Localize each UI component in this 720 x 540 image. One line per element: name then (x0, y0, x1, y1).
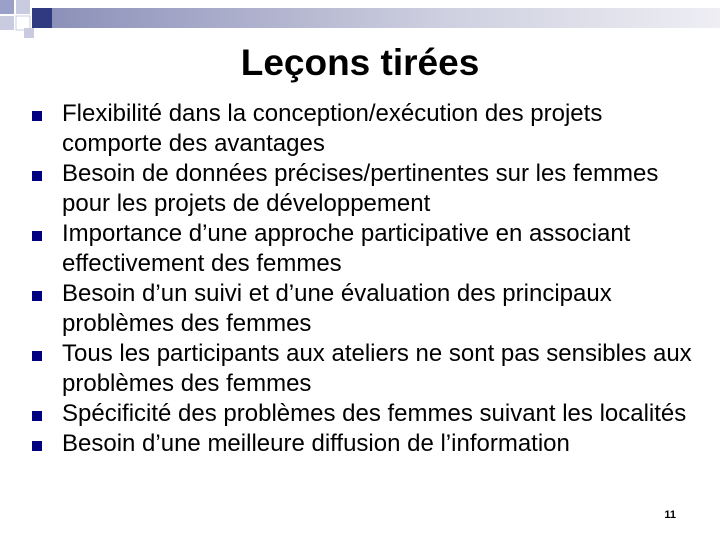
bullet-text: Besoin d’un suivi et d’une évaluation des principaux problèmes des femmes (62, 280, 612, 337)
bullet-item (30, 159, 700, 219)
bullet-text: Spécificité des problèmes des femmes suivant les localités (62, 400, 687, 427)
bullet-item (30, 339, 700, 399)
decor-square (16, 16, 30, 30)
bullet-text: Tous les participants aux ateliers ne sont pas sensibles aux problèmes des femmes (62, 340, 692, 397)
square-bullet-icon (32, 411, 42, 421)
bullet-item (30, 429, 700, 459)
bullet-text: Flexibilité dans la conception/exécution des projets comporte des avantages (62, 100, 603, 157)
decor-square (16, 0, 30, 14)
bullet-item (30, 99, 700, 159)
decor-square (24, 28, 34, 38)
bullet-item (30, 279, 700, 339)
decor-square (0, 0, 14, 14)
bullet-item (30, 399, 700, 429)
bullet-text: Besoin d’une meilleure diffusion de l’information (62, 430, 570, 457)
bullet-text: Besoin de données précises/pertinentes sur les femmes pour les projets de développement (62, 160, 659, 217)
square-bullet-icon (32, 351, 42, 361)
decor-square (32, 8, 52, 28)
square-bullet-icon (32, 171, 42, 181)
bullet-item (30, 219, 700, 279)
bullet-text: Importance d’une approche participative en associant effectivement des femmes (62, 220, 631, 277)
decor-square (0, 16, 14, 30)
page-number: 11 (664, 509, 676, 521)
slide-title: Leçons tirées (240, 42, 480, 83)
header-band (40, 8, 720, 28)
square-bullet-icon (32, 291, 42, 301)
bullet-list (30, 99, 700, 459)
square-bullet-icon (32, 231, 42, 241)
square-bullet-icon (32, 441, 42, 451)
square-bullet-icon (32, 111, 42, 121)
